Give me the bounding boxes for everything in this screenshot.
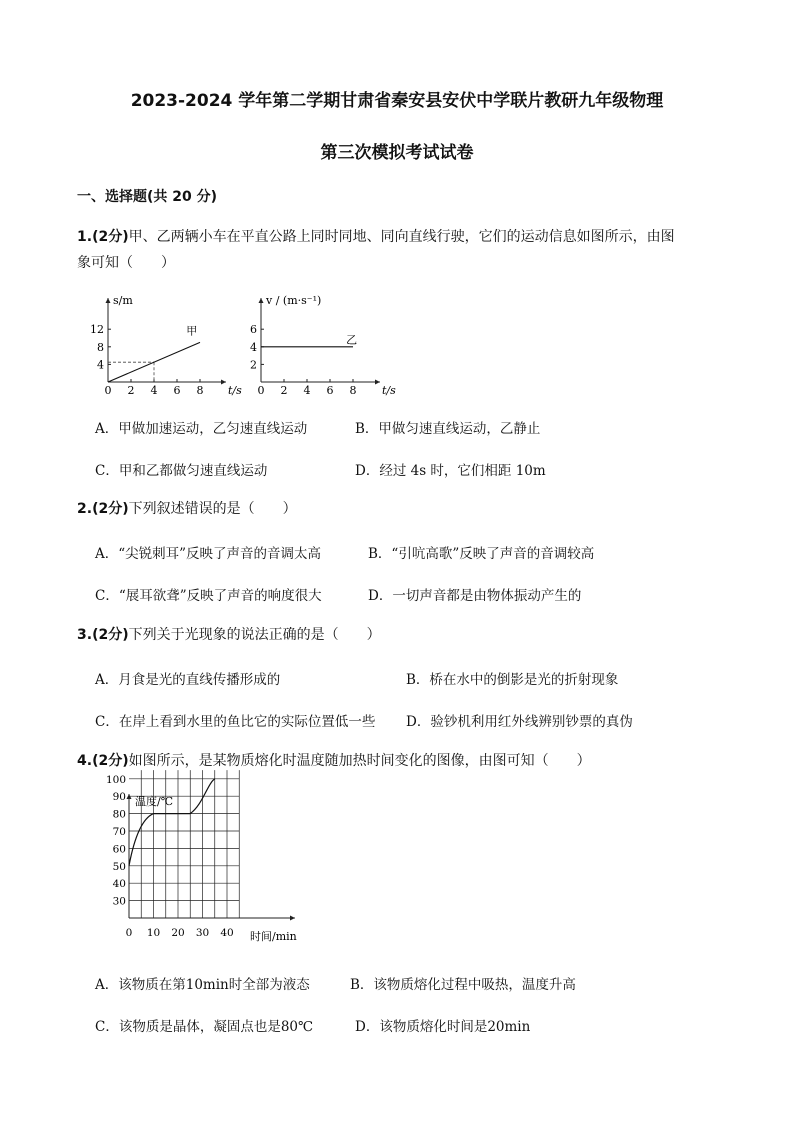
option-1a[interactable]: A．甲做加速运动，乙匀速直线运动 [95,421,308,437]
question-score: (2分) [92,501,129,517]
x-axis-arrow [290,916,295,921]
question-text-cont: 象可知（ ） [77,255,175,271]
x-tick-label: 8 [196,384,204,397]
melting-curve [129,779,215,866]
question-1 [77,224,727,276]
question-score: (2分) [92,753,129,769]
option-4b[interactable]: B．该物质熔化过程中吸热，温度升高 [350,977,576,993]
question-score: (2分) [92,627,129,643]
y-tick-label: 40 [112,878,126,891]
y-tick-label: 80 [112,808,126,821]
paper-subtitle: 第三次模拟考试试卷 [320,143,474,163]
x-axis-arrow [375,380,380,385]
x-tick-label: 4 [150,384,158,397]
series-label-yi: 乙 [346,333,358,347]
y-axis-label: s/m [113,294,133,307]
question-2 [77,496,727,522]
question-text: 下列叙述错误的是（ ） [128,501,297,517]
series-label-jia: 甲 [186,324,198,338]
chart-distance-time [86,290,242,402]
y-tick-label: 50 [112,860,126,873]
option-4c[interactable]: C．该物质是晶体，凝固点也是80℃ [95,1019,314,1035]
series-line-jia [108,342,200,382]
x-tick-label: 30 [195,927,210,939]
x-tick-label: 2 [127,384,135,397]
question-number: 2. [77,501,93,517]
option-3d[interactable]: D．验钞机利用红外线辨别钞票的真伪 [406,714,633,730]
option-1c[interactable]: C．甲和乙都做匀速直线运动 [95,463,268,479]
x-tick-label: 0 [257,384,265,397]
x-axis-label: t/s [382,384,396,397]
question-text: 下列关于光现象的说法正确的是（ ） [128,627,381,643]
x-tick-label: 0 [104,384,112,397]
option-4d[interactable]: D．该物质熔化时间是20min [355,1019,531,1035]
y-tick-label: 4 [97,358,104,372]
y-axis-arrow [259,298,264,303]
x-tick-label: 6 [326,384,334,397]
x-axis-label: t/s [228,384,242,397]
x-axis-label: 时间/min [250,930,297,943]
option-3b[interactable]: B．桥在水中的倒影是光的折射现象 [406,672,619,688]
y-tick-label: 100 [105,773,126,786]
option-4a[interactable]: A．该物质在第10min时全部为液态 [95,977,310,993]
y-tick-label: 8 [97,340,104,354]
question-number: 4. [77,753,93,769]
question-text: 甲、乙两辆小车在平直公路上同时同地、同向直线行驶，它们的运动信息如图所示，由图 [128,229,675,245]
y-tick-label: 4 [250,340,257,354]
option-1b[interactable]: B．甲做匀速直线运动，乙静止 [355,421,541,437]
x-axis-arrow [221,380,226,385]
question-number: 1. [77,229,93,245]
option-3a[interactable]: A．月食是光的直线传播形成的 [95,672,281,688]
y-tick-label: 6 [250,323,257,337]
x-tick-label: 4 [303,384,311,397]
paper-title: 2023-2024 学年第二学期甘肃省秦安县安伏中学联片教研九年级物理 [130,91,664,111]
option-3c[interactable]: C．在岸上看到水里的鱼比它的实际位置低一些 [95,714,376,730]
section-heading: 一、选择题(共 20 分) [77,189,218,205]
x-tick-label: 2 [280,384,288,397]
chart-velocity-time [240,290,396,402]
x-tick-label: 20 [171,927,185,939]
y-tick-label: 2 [250,358,257,372]
question-score: (2分) [92,229,129,245]
question-3 [77,622,727,648]
y-axis-arrow [106,298,111,303]
y-axis-label: v / (m·s⁻¹) [266,294,322,307]
x-tick-label: 8 [349,384,357,397]
question-4 [77,748,727,774]
option-2a[interactable]: A．“尖锐刺耳”反映了声音的音调太高 [95,546,322,562]
y-tick-label: 30 [112,895,126,908]
question-text: 如图所示，是某物质熔化时温度随加热时间变化的图像，由图可知（ ） [128,753,591,769]
option-2d[interactable]: D．一切声音都是由物体振动产生的 [368,588,582,604]
x-tick-label: 6 [173,384,181,397]
chart-temperature-time [100,773,310,950]
y-tick-label: 12 [90,323,104,337]
y-axis-label: 温度/℃ [135,795,174,808]
question-number: 3. [77,627,93,643]
x-tick-label: 0 [125,927,133,939]
y-tick-label: 60 [112,843,126,856]
option-1d[interactable]: D．经过 4s 时，它们相距 10m [355,463,546,479]
option-2c[interactable]: C．“展耳欲聋”反映了声音的响度很大 [95,588,322,604]
x-tick-label: 40 [220,927,234,939]
y-tick-label: 70 [112,826,126,838]
y-tick-label: 90 [112,791,126,804]
x-tick-label: 10 [146,927,161,939]
option-2b[interactable]: B．“引吭高歌”反映了声音的音调较高 [368,546,595,562]
